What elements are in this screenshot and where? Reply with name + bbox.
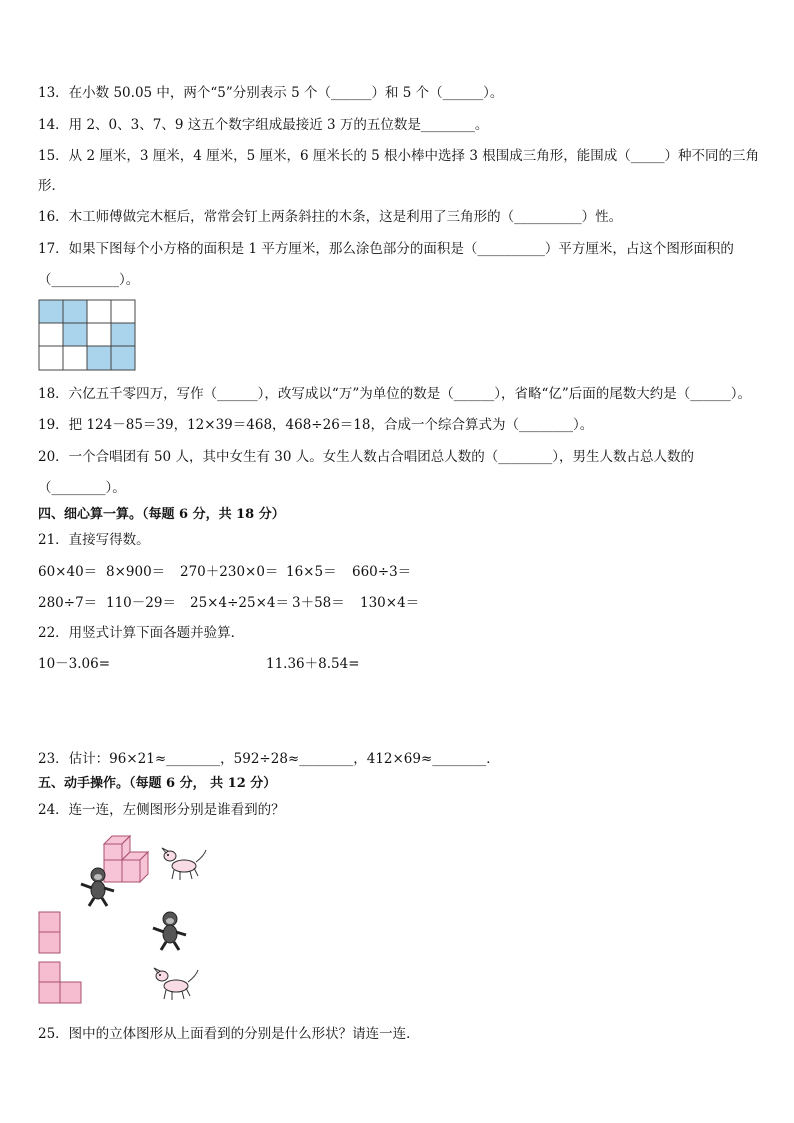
- monkey-icon: [78, 866, 118, 908]
- calc-item: 3＋58＝: [292, 595, 345, 611]
- question-22a: 10－3.06=: [38, 656, 111, 672]
- question-23: 23．估计：96×21≈________，592÷28≈________，412×69≈________．: [38, 751, 500, 767]
- monkey-icon: [150, 910, 190, 952]
- question-17-cont: （__________）。: [38, 272, 140, 288]
- section-5-heading: 五、动手操作。（每题 6 分， 共 12 分）: [38, 776, 277, 791]
- calc-item: 16×5＝: [286, 564, 337, 580]
- dog-icon: [158, 846, 208, 882]
- question-25: 25．图中的立体图形从上面看到的分别是什么形状？请连一连．: [38, 1026, 420, 1042]
- view-shape-1: [38, 911, 62, 955]
- question-14: 14．用 2、0、3、7、9 这五个数字组成最接近 3 万的五位数是________。: [38, 117, 489, 133]
- dog-icon: [150, 966, 200, 1002]
- calc-item: 110－29＝: [106, 595, 176, 611]
- calc-item: 130×4＝: [360, 595, 420, 611]
- calc-item: 660÷3＝: [352, 564, 412, 580]
- question-17: 17．如果下图每个小方格的面积是 1 平方厘米，那么涂色部分的面积是（__________）平方厘米，占这个图形面积的: [38, 241, 734, 257]
- question-19: 19．把 124－85＝39，12×39＝468，468÷26＝18，合成一个综合算式为（________）。: [38, 417, 594, 433]
- calc-item: 60×40＝: [38, 564, 98, 580]
- view-shape-2: [38, 961, 84, 1005]
- question-22b: 11.36＋8.54=: [266, 656, 360, 672]
- question-16: 16．木工师傅做完木框后，常常会钉上两条斜拄的木条，这是利用了三角形的（__________）性。: [38, 209, 623, 225]
- question-21: 21．直接写得数。: [38, 532, 150, 548]
- question-18: 18．六亿五千零四万，写作（______），改写成以“万”为单位的数是（______），省略“亿”后面的尾数大约是（______）。: [38, 386, 752, 402]
- section-4-heading: 四、细心算一算。（每题 6 分，共 18 分）: [38, 507, 285, 522]
- question-13: 13．在小数 50.05 中，两个“5”分别表示 5 个（______）和 5 个（______）。: [38, 85, 504, 101]
- calc-item: 8×900＝: [106, 564, 166, 580]
- question-15-cont: 形．: [38, 178, 65, 194]
- question-22: 22．用竖式计算下面各题并验算．: [38, 625, 245, 641]
- calc-item: 270＋230×0＝: [180, 564, 279, 580]
- calc-item: 280÷7＝: [38, 595, 98, 611]
- question-15: 15．从 2 厘米，3 厘米，4 厘米，5 厘米，6 厘米长的 5 根小棒中选择 3 根围成三角形，能围成（_____）种不同的三角: [38, 148, 759, 164]
- calc-row-1: [38, 563, 411, 581]
- shaded-grid-figure: [38, 299, 136, 372]
- calc-item: 25×4÷25×4＝: [190, 595, 289, 611]
- question-20-cont: （________）。: [38, 480, 126, 496]
- question-20: 20．一个合唱团有 50 人，其中女生有 30 人。女生人数占合唱团总人数的（________），男生人数占总人数的: [38, 449, 694, 465]
- question-24: 24．连一连，左侧图形分别是谁看到的？: [38, 802, 285, 818]
- calc-row-2: [38, 594, 419, 612]
